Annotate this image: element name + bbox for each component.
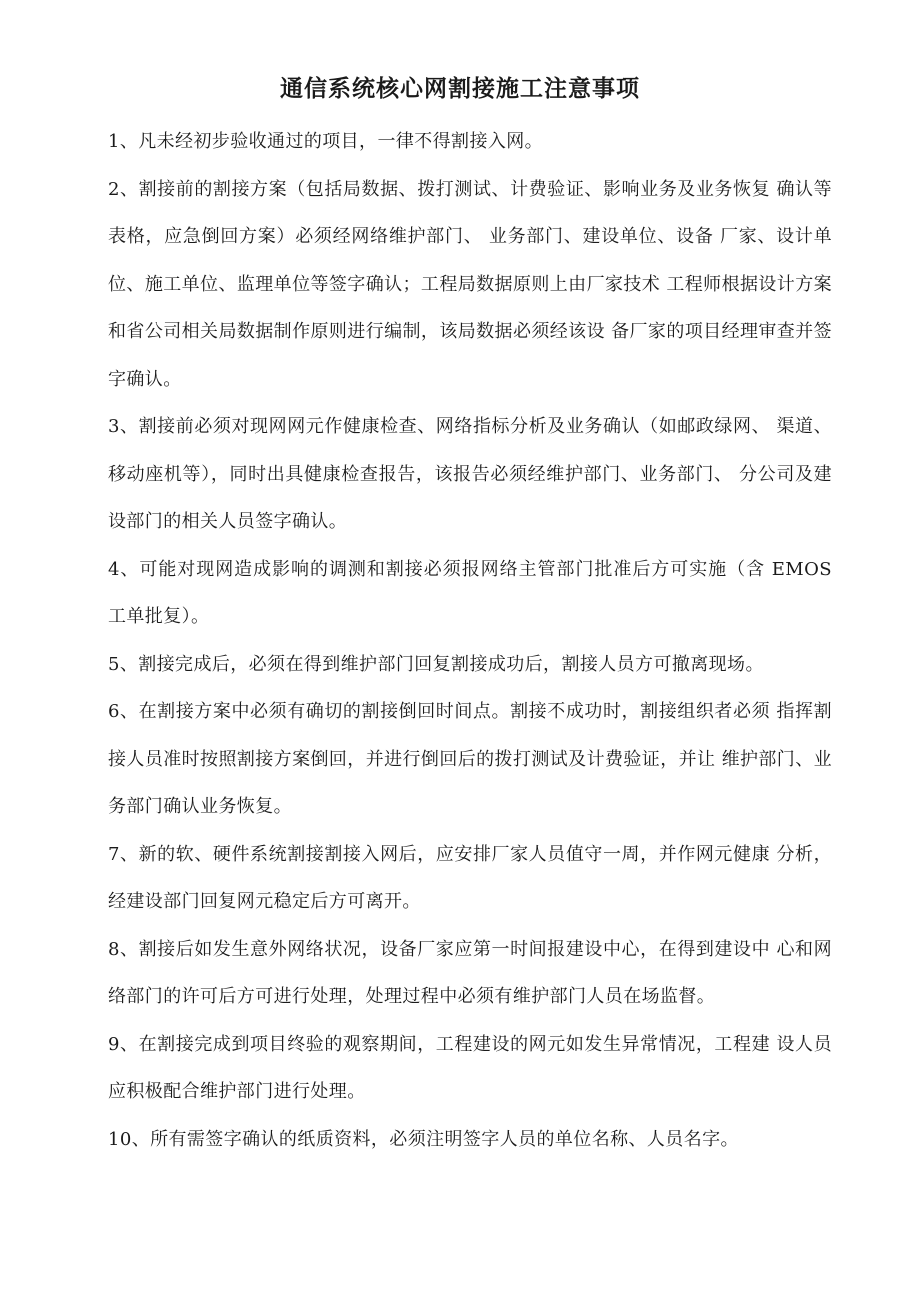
list-item-8: 8、割接后如发生意外网络状况，设备厂家应第一时间报建设中心，在得到建设中 心和网络部门的许可后方可进行处理，处理过程中必须有维护部门人员在场监督。 (108, 938, 832, 1007)
document-title: 通信系统核心网割接施工注意事项 (280, 76, 640, 102)
list-item-2: 2、割接前的割接方案（包括局数据、拨打测试、计费验证、影响业务及业务恢复 确认等表格，应急倒回方案）必须经网络维护部门、 业务部门、建设单位、设备 厂家、设计单位、施工单位、监理单位等签字确认；工程局数据原则上由厂家技术 工程师根据设计方案和省公司相关局数据制作原则进行编制，该局数据必须经该设 备厂家的项目经理审查并签字确认。 (108, 178, 832, 390)
list-item-4: 4、可能对现网造成影响的调测和割接必须报网络主管部门批准后方可实施（含 EMOS 工单批复）。 (108, 558, 832, 627)
list-item-6: 6、在割接方案中必须有确切的割接倒回时间点。割接不成功时，割接组织者必须 指挥割接人员准时按照割接方案倒回，并进行倒回后的拨打测试及计费验证，并让 维护部门、业务部门确认业务恢复。 (108, 701, 832, 817)
list-item-7: 7、新的软、硬件系统割接割接入网后，应安排厂家人员值守一周，并作网元健康 分析，经建设部门回复网元稳定后方可离开。 (108, 843, 832, 912)
list-item-10: 10、所有需签字确认的纸质资料，必须注明签字人员的单位名称、人员名字。 (108, 1128, 739, 1150)
document-body (108, 118, 832, 1163)
list-item-3: 3、割接前必须对现网网元作健康检查、网络指标分析及业务确认（如邮政绿网、 渠道、移动座机等），同时出具健康检查报告，该报告必须经维护部门、业务部门、 分公司及建设部门的相关人员签字确认。 (108, 416, 832, 532)
list-item-5: 5、割接完成后，必须在得到维护部门回复割接成功后，割接人员方可撤离现场。 (108, 653, 764, 675)
list-item-9: 9、在割接完成到项目终验的观察期间，工程建设的网元如发生异常情况，工程建 设人员应积极配合维护部门进行处理。 (108, 1033, 832, 1102)
list-item-1: 1、凡未经初步验收通过的项目，一律不得割接入网。 (108, 131, 544, 152)
